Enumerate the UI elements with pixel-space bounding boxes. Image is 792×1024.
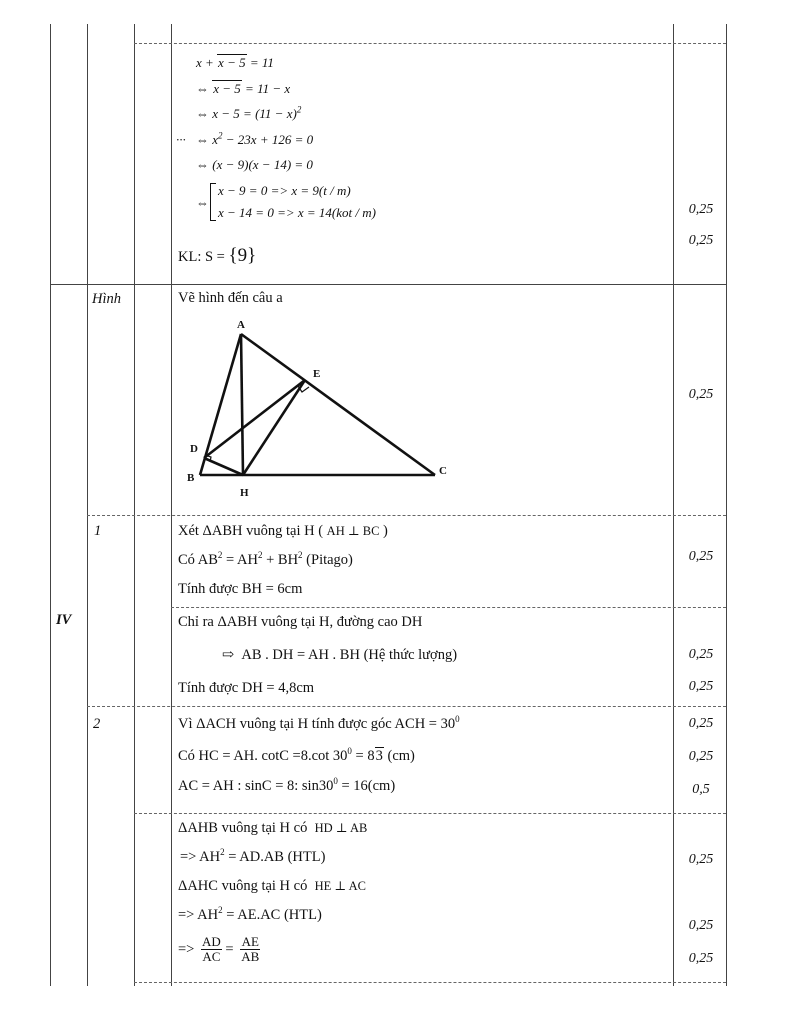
grid-line (134, 813, 726, 814)
grid-line (87, 706, 726, 707)
grid-line (171, 24, 172, 986)
score: 0,25 (688, 647, 714, 662)
score: 0,25 (688, 951, 714, 966)
section-label: IV (56, 612, 72, 628)
conclusion: KL: S = {9} (178, 245, 257, 266)
part1b-line1: Chỉ ra ΔABH vuông tại H, đường cao DH (178, 614, 423, 630)
point-label-a: A (237, 319, 245, 331)
equation-line: ⇔ $x - 5 = (11 - x)^2$ (196, 104, 302, 121)
equation-line: ⇔ $x^2 - 23x + 126 = 0$ (196, 130, 314, 147)
point-label-b: B (187, 472, 195, 484)
grid-line (87, 515, 726, 516)
part-label: 2 (93, 716, 101, 732)
score: 0,25 (688, 716, 714, 731)
segment-ab (200, 334, 241, 475)
score: 0,25 (688, 202, 714, 217)
segment-he (243, 380, 305, 475)
grid-line (50, 284, 726, 285)
grid-line (171, 607, 726, 608)
grid-line (134, 982, 726, 983)
score: 0,25 (688, 233, 714, 248)
grid-line (87, 24, 88, 986)
segment-de (204, 380, 305, 458)
score: 0,5 (692, 782, 710, 797)
point-label-d: D (190, 443, 198, 455)
part2a-line2: Có HC = AH. cotC =8.cot $30^0 = 83$ (cm) (178, 746, 415, 764)
part1b-line3: Tính được DH = 4,8cm (178, 680, 315, 696)
grid-line (673, 24, 674, 986)
point-label-h: H (240, 487, 249, 499)
score: 0,25 (688, 918, 714, 933)
equation-equivalence: ⇔ (196, 195, 209, 210)
segment-ah (241, 334, 243, 475)
part2a-line1: Vì ΔACH vuông tại H tính được góc ACH = $30^0$ (178, 714, 460, 732)
part2b-line5: => $\frac{AD}{AC}$ = $\frac{AE}{AB}$ (178, 934, 260, 964)
score: 0,25 (688, 549, 714, 564)
bracket (210, 183, 216, 221)
grid-line (726, 24, 727, 986)
grid-line (134, 43, 726, 44)
part2b-line1: ΔAHB vuông tại H có HD ⊥ AB (178, 820, 368, 836)
grid-line (50, 24, 51, 986)
equation-line: ⇔ (x − 9)(x − 14) = 0 (196, 157, 313, 172)
fraction: $\frac{AE}{AB}$ (241, 934, 260, 964)
point-label-c: C (439, 465, 447, 477)
part1b-line2: ⇨ AB . DH = AH . BH (Hệ thức lượng) (222, 647, 458, 663)
part-label: Hình (92, 291, 121, 307)
score: 0,25 (688, 852, 714, 867)
part2b-line3: ΔAHC vuông tại H có HE ⊥ AC (178, 878, 366, 894)
part1a-line3: Tính được BH = 6cm (178, 581, 303, 597)
grid-line (134, 24, 135, 986)
triangle-figure (180, 312, 460, 502)
equation-line: ⇔ x − 5 = 11 − x (196, 81, 291, 96)
equation-ellipsis: ··· (176, 132, 186, 147)
equation-case: x − 9 = 0 => x = 9(t / m) (218, 183, 351, 198)
figure-caption: Vẽ hình đến câu a (178, 290, 283, 306)
segment-ac (241, 334, 435, 475)
point-label-e: E (313, 368, 321, 380)
part2b-line2: => $AH^2 = AD.AB$ (HTL) (180, 847, 326, 865)
score: 0,25 (688, 749, 714, 764)
fraction: $\frac{AD}{AC}$ (201, 934, 221, 964)
part1a-line2: Có $AB^2 = AH^2 + BH^2$ (Pitago) (178, 550, 353, 568)
score: 0,25 (688, 387, 714, 402)
equation-case: x − 14 = 0 => x = 14(kot / m) (218, 205, 376, 220)
score: 0,25 (688, 679, 714, 694)
part2b-line4: => $AH^2 = AE.AC$ (HTL) (178, 905, 322, 923)
part-label: 1 (94, 523, 102, 539)
part2a-line3: AC = AH : sinC = 8: $\sin 30^0 = 16(cm)$ (178, 776, 396, 794)
equation-line: x + x − 5 = 11 (196, 55, 274, 70)
part1a-line1: Xét ΔABH vuông tại H ( AH ⊥ BC ) (178, 523, 388, 539)
